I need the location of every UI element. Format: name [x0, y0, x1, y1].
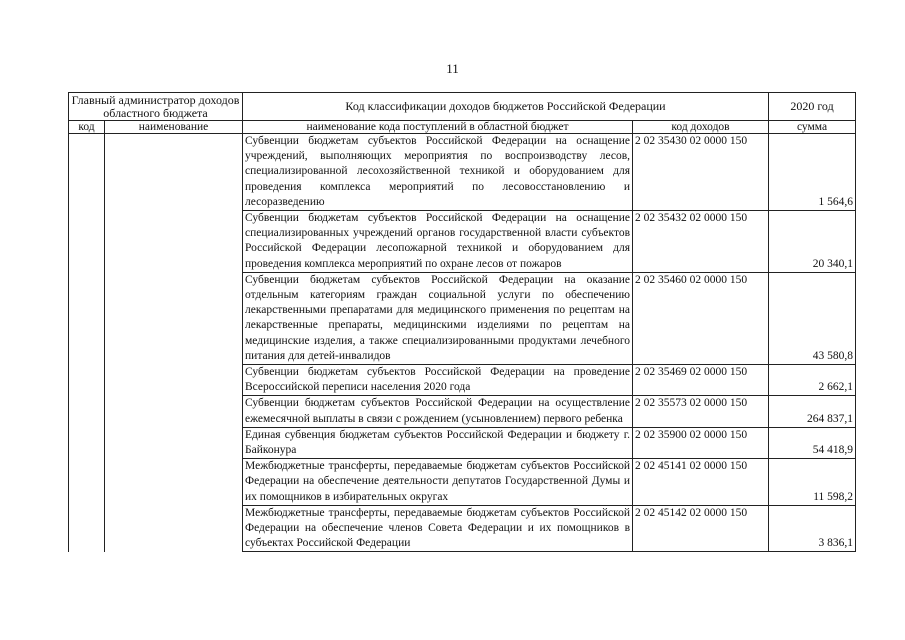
income-description: Межбюджетные трансферты, передаваемые бюджетам субъектов Российской Федерации на обеспечение членов Совета Федерации и их помощников в субъектах Российской Федерации — [243, 505, 633, 552]
income-sum: 11 598,2 — [769, 459, 856, 506]
income-description: Межбюджетные трансферты, передаваемые бюджетам субъектов Российской Федерации на обеспечение деятельности депутатов Государственной Думы и их помощников в избирательных округах — [243, 459, 633, 506]
income-code: 2 02 35573 02 0000 150 — [633, 396, 769, 427]
income-description: Единая субвенция бюджетам субъектов Российской Федерации и бюджету г. Байконура — [243, 427, 633, 458]
table-row — [69, 396, 856, 427]
table-row — [69, 505, 856, 552]
header-year: 2020 год — [769, 93, 856, 121]
income-sum: 54 418,9 — [769, 427, 856, 458]
table-row — [69, 365, 856, 396]
empty-name-cell — [105, 427, 243, 458]
empty-name-cell — [105, 211, 243, 273]
income-description: Субвенции бюджетам субъектов Российской Федерации на осуществление ежемесячной выплаты в связи с рождением (усыновлением) первого ребенка — [243, 396, 633, 427]
empty-name-cell — [105, 272, 243, 364]
header-admin: Главный администратор доходов областного бюджета — [69, 93, 243, 121]
subheader-income-code: код доходов — [633, 121, 769, 134]
header-classification: Код классификации доходов бюджетов Российской Федерации — [243, 93, 769, 121]
subheader-income-name: наименование кода поступлений в областной бюджет — [243, 121, 633, 134]
empty-code-cell — [69, 459, 105, 506]
empty-name-cell — [105, 396, 243, 427]
empty-code-cell — [69, 134, 105, 211]
income-code: 2 02 35432 02 0000 150 — [633, 211, 769, 273]
income-code: 2 02 35430 02 0000 150 — [633, 134, 769, 211]
income-description: Субвенции бюджетам субъектов Российской Федерации на оказание отдельным категориям граждан социальной услуги по обеспечению лекарственными препаратами для медицинского применения по рецептам на лекарственные препараты, медицинскими изделиями по рецептам на медицинские изделия, а также специализированными продуктами лечебного питания для детей-инвалидов — [243, 272, 633, 364]
empty-code-cell — [69, 365, 105, 396]
empty-code-cell — [69, 427, 105, 458]
empty-name-cell — [105, 134, 243, 211]
income-description: Субвенции бюджетам субъектов Российской Федерации на оснащение специализированных учреждений органов государственной власти субъектов Российской Федерации лесопожарной техникой и оборудованием для проведения комплекса мероприятий по охране лесов от пожаров — [243, 211, 633, 273]
empty-code-cell — [69, 505, 105, 552]
empty-name-cell — [105, 505, 243, 552]
subheader-name: наименование — [105, 121, 243, 134]
income-sum: 20 340,1 — [769, 211, 856, 273]
empty-name-cell — [105, 459, 243, 506]
income-code: 2 02 35900 02 0000 150 — [633, 427, 769, 458]
income-code: 2 02 35460 02 0000 150 — [633, 272, 769, 364]
income-code: 2 02 35469 02 0000 150 — [633, 365, 769, 396]
income-code: 2 02 45141 02 0000 150 — [633, 459, 769, 506]
income-sum: 3 836,1 — [769, 505, 856, 552]
income-sum: 1 564,6 — [769, 134, 856, 211]
table-row — [69, 459, 856, 506]
table-row — [69, 272, 856, 364]
table-row — [69, 211, 856, 273]
table-row — [69, 134, 856, 211]
income-description: Субвенции бюджетам субъектов Российской Федерации на оснащение учреждений, выполняющих мероприятия по воспроизводству лесов, специализированной лесохозяйственной техникой и оборудованием для проведения комплекса мероприятий по лесовосстановлению и лесоразведению — [243, 134, 633, 211]
subheader-code: код — [69, 121, 105, 134]
income-sum: 43 580,8 — [769, 272, 856, 364]
table-row — [69, 427, 856, 458]
income-description: Субвенции бюджетам субъектов Российской Федерации на проведение Всероссийской переписи населения 2020 года — [243, 365, 633, 396]
empty-code-cell — [69, 211, 105, 273]
page-number: 11 — [446, 61, 459, 76]
income-code: 2 02 45142 02 0000 150 — [633, 505, 769, 552]
empty-code-cell — [69, 396, 105, 427]
empty-name-cell — [105, 365, 243, 396]
income-classification-table — [68, 92, 856, 552]
income-sum: 2 662,1 — [769, 365, 856, 396]
empty-code-cell — [69, 272, 105, 364]
subheader-sum: сумма — [769, 121, 856, 134]
income-sum: 264 837,1 — [769, 396, 856, 427]
